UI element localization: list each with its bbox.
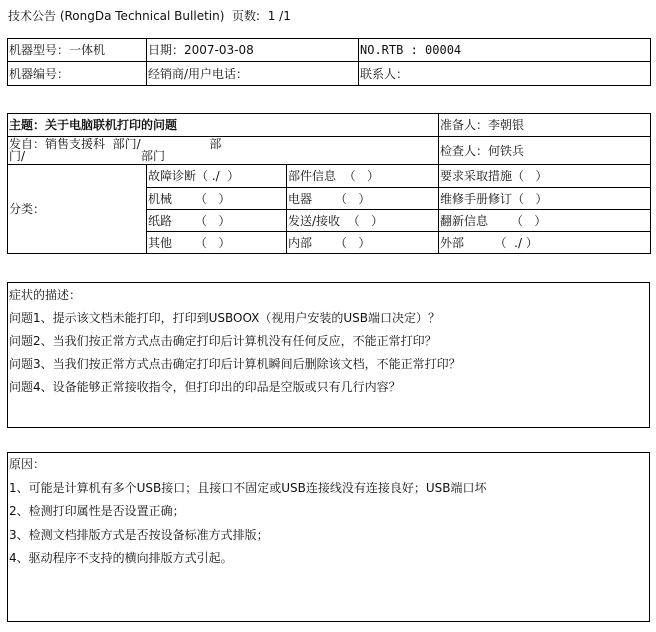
symptoms-box xyxy=(7,282,650,428)
category-action-required: 要求采取措施（ ） xyxy=(439,165,651,188)
bulletin-number: NO.RTB : 00004 xyxy=(359,39,651,62)
category-mechanical: 机械 （ ） xyxy=(147,188,287,210)
category-paper-path: 纸路 （ ） xyxy=(147,210,287,232)
cause-4: 4、驱动程序不支持的横向排版方式引起。 xyxy=(9,551,233,565)
category-parts-info: 部件信息 （ ） xyxy=(287,165,439,188)
symptom-2: 问题2、当我们按正常方式点击确定打印后计算机没有任何反应，不能正常打印？ xyxy=(9,334,437,348)
from-line-2 xyxy=(9,150,437,162)
checked-by: 检查人：何铁兵 xyxy=(439,137,651,165)
category-other: 其他 （ ） xyxy=(147,232,287,254)
from-department xyxy=(8,137,439,165)
category-manual-revision: 维修手册修订（ ） xyxy=(439,188,651,210)
subject: 主题：关于电脑联机打印的问题 xyxy=(8,114,439,137)
cause-3: 3、检测文档排版方式是否按设备标准方式排版； xyxy=(9,528,269,542)
category-external: 外部 （ ./ ） xyxy=(439,232,651,254)
machine-serial: 机器编号： xyxy=(8,62,147,86)
bulletin-header: 技术公告 (RongDa Technical Bulletin) 页数: 1 /1 xyxy=(8,9,291,23)
date: 日期：2007-03-08 xyxy=(147,39,359,62)
from-line-2a: 门/ xyxy=(9,149,26,163)
category-internal: 内部 （ ） xyxy=(287,232,439,254)
dealer-phone: 经销商/用户电话： xyxy=(147,62,359,86)
category-electrical: 电器 （ ） xyxy=(287,188,439,210)
causes-title: 原因： xyxy=(9,457,46,471)
contact-person: 联系人： xyxy=(359,62,651,86)
causes-box xyxy=(7,452,650,622)
category-refurbish-info: 翻新信息 （ ） xyxy=(439,210,651,232)
from-line-1: 发自：销售支援科 部门/ 部 xyxy=(9,137,222,151)
cause-2: 2、检测打印属性是否设置正确； xyxy=(9,504,185,518)
from-line-2b: 部门 xyxy=(141,149,166,163)
category-fault-diagnosis: 故障诊断（ ./ ） xyxy=(147,165,287,188)
symptom-4: 问题4、设备能够正常接收指令，但打印出的印品是空版或只有几行内容？ xyxy=(9,380,401,394)
symptom-3: 问题3、当我们按正常方式点击确定打印后计算机瞬间后删除该文档，不能正常打印？ xyxy=(9,357,461,371)
cause-1: 1、可能是计算机有多个USB接口；且接口不固定或USB连接线没有连接良好；USB端口坏 xyxy=(9,481,487,495)
machine-model: 机器型号：一体机 xyxy=(8,39,147,62)
category-send-receive: 发送/接收 （ ） xyxy=(287,210,439,232)
info-table xyxy=(7,38,651,86)
symptoms-title: 症状的描述： xyxy=(9,288,82,302)
symptom-1: 问题1、提示该文档未能打印，打印到USBOOX（视用户安装的USB端口决定）？ xyxy=(9,311,441,325)
subject-table xyxy=(7,113,651,254)
category-label: 分类： xyxy=(8,165,147,254)
prepared-by: 准备人：李朝银 xyxy=(439,114,651,137)
